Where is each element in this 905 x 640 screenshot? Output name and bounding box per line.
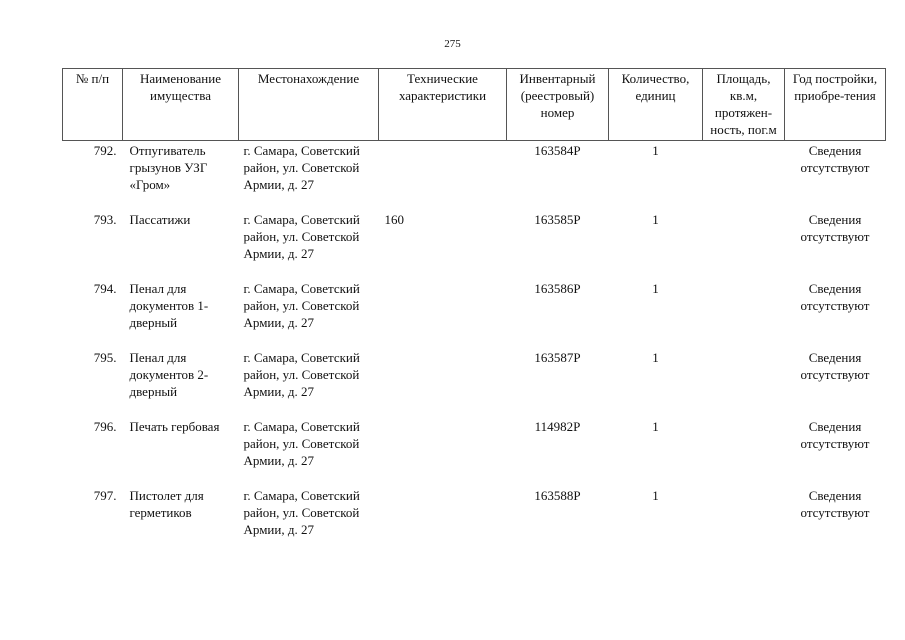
header-num: № п/п — [63, 69, 123, 141]
row-tech — [379, 349, 507, 418]
header-tech: Технические характеристики — [379, 69, 507, 141]
table-row — [63, 211, 886, 280]
row-quantity: 1 — [652, 143, 659, 158]
row-tech — [379, 418, 507, 487]
row-tech — [379, 487, 507, 556]
header-area: Площадь, кв.м, протяжен-ность, пог.м — [703, 69, 785, 141]
row-quantity: 1 — [652, 350, 659, 365]
page-number: 275 — [444, 38, 461, 50]
table-row — [63, 487, 886, 556]
row-location: г. Самара, Советский район, ул. Советской Армии, д. 27 — [243, 281, 360, 330]
row-area — [703, 141, 785, 212]
row-name: Пассатижи — [129, 212, 191, 227]
row-quantity: 1 — [652, 419, 659, 434]
row-tech: 160 — [384, 212, 404, 227]
table-row — [63, 141, 886, 212]
row-inventory: 163588Р — [534, 488, 581, 503]
row-year: Сведения отсутствуют — [800, 488, 870, 520]
row-year: Сведения отсутствуют — [800, 419, 870, 451]
row-year: Сведения отсутствуют — [800, 212, 870, 244]
row-quantity: 1 — [652, 212, 659, 227]
row-area — [703, 280, 785, 349]
row-year: Сведения отсутствуют — [800, 143, 870, 175]
row-num: 795. — [93, 350, 117, 365]
row-name: Пенал для документов 2-дверный — [129, 350, 209, 399]
header-name: Наименование имущества — [123, 69, 239, 141]
row-quantity: 1 — [652, 281, 659, 296]
row-inventory: 163584Р — [534, 143, 581, 158]
row-name: Отпугиватель грызунов УЗГ «Гром» — [129, 143, 208, 192]
table-row — [63, 280, 886, 349]
property-table — [62, 68, 886, 556]
row-name: Пенал для документов 1-дверный — [129, 281, 209, 330]
row-num: 797. — [93, 488, 117, 503]
row-num: 796. — [93, 419, 117, 434]
row-tech — [379, 280, 507, 349]
row-location: г. Самара, Советский район, ул. Советской Армии, д. 27 — [243, 488, 360, 537]
row-tech — [379, 141, 507, 212]
row-area — [703, 418, 785, 487]
row-year: Сведения отсутствуют — [800, 281, 870, 313]
row-num: 793. — [93, 212, 117, 227]
header-location: Местонахождение — [239, 69, 379, 141]
row-inventory: 163586Р — [534, 281, 581, 296]
header-year: Год постройки, приобре-тения — [785, 69, 886, 141]
row-inventory: 163587Р — [534, 350, 581, 365]
row-name: Печать гербовая — [129, 419, 220, 434]
header-inventory: Инвентарный (реестровый) номер — [507, 69, 609, 141]
row-location: г. Самара, Советский район, ул. Советской Армии, д. 27 — [243, 350, 360, 399]
row-area — [703, 349, 785, 418]
row-area — [703, 211, 785, 280]
row-location: г. Самара, Советский район, ул. Советской Армии, д. 27 — [243, 212, 360, 261]
row-location: г. Самара, Советский район, ул. Советской Армии, д. 27 — [243, 419, 360, 468]
row-area — [703, 487, 785, 556]
row-num: 794. — [93, 281, 117, 296]
row-name: Пистолет для герметиков — [129, 488, 204, 520]
row-location: г. Самара, Советский район, ул. Советской Армии, д. 27 — [243, 143, 360, 192]
row-inventory: 163585Р — [534, 212, 581, 227]
row-year: Сведения отсутствуют — [800, 350, 870, 382]
table-row — [63, 349, 886, 418]
table-header — [63, 69, 886, 141]
table-row — [63, 418, 886, 487]
row-num: 792. — [93, 143, 117, 158]
row-quantity: 1 — [652, 488, 659, 503]
row-inventory: 114982Р — [534, 419, 581, 434]
header-quantity: Количество, единиц — [609, 69, 703, 141]
